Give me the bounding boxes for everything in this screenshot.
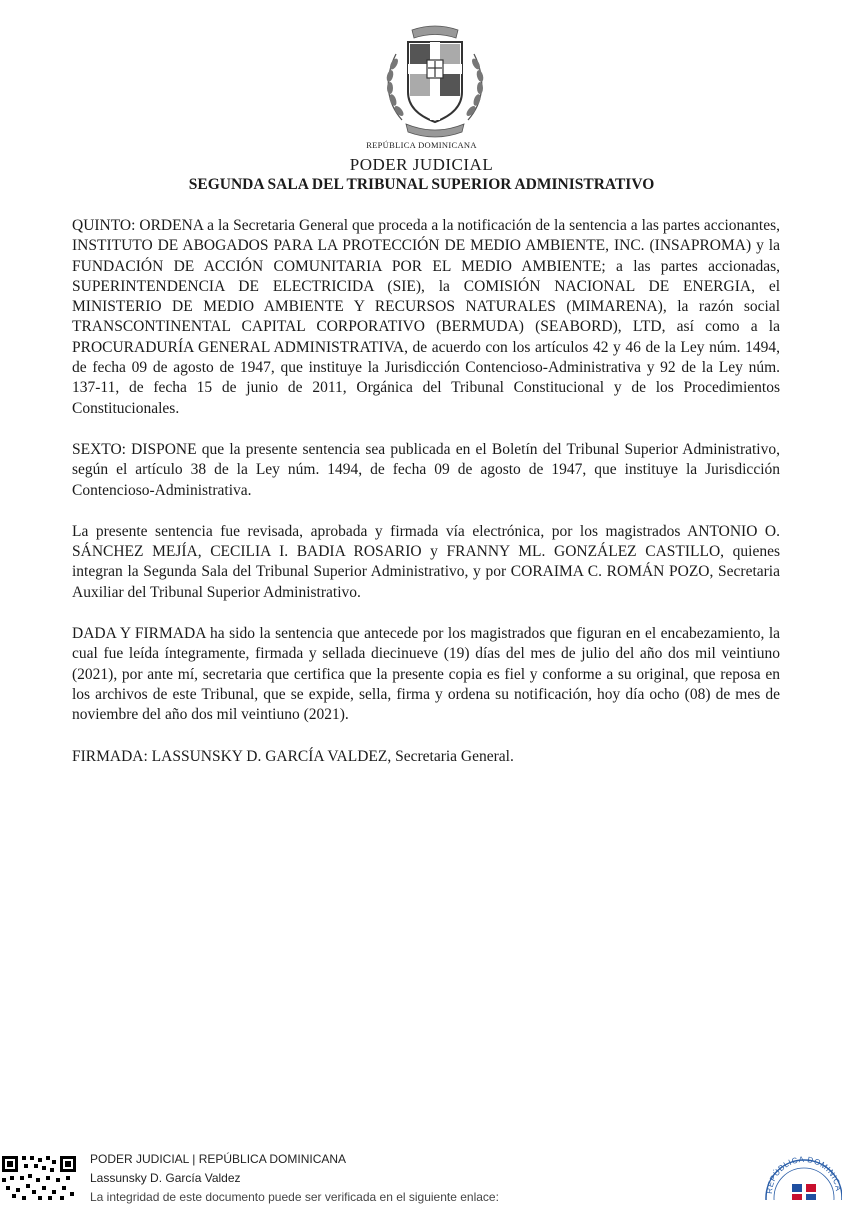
document-body (72, 216, 780, 767)
dada-lead: DADA Y FIRMADA (72, 625, 206, 643)
paragraph-revisada: La presente sentencia fue revisada, aprobada y firmada vía electrónica, por los magistrados ANTONIO O. SÁNCHEZ MEJÍA, CECILIA I. BADIA ROSARIO y FRANNY ML. GONZÁLEZ CASTILLO, quienes integran la Segunda Sala del Tribunal Superior Administrativo, y por CORAIMA C. ROMÁN POZO, Secretaria Auxiliar del Tribunal Superior Administrativo. (72, 522, 780, 601)
dada-rest: ha sido la sentencia que antecede por los magistrados que figuran en el encabezamiento, la cual fue leída íntegramente, firmada y sellada diecinueve (19) días del mes de julio del año dos mil veintiuno (2021), por ante mí, secretaria que certifica que la presente copia es fiel y conforme a su original, que reposa en los archivos de este Tribunal, que se expide, sella, firma y ordena su notificación, hoy día ocho (08) de mes de noviembre del año dos mil veintiuno (2021). (72, 625, 781, 724)
coat-of-arms-emblem (372, 20, 498, 140)
seal-text: REPÚBLICA DOMINICA (764, 1154, 842, 1195)
header-poder-judicial: PODER JUDICIAL (349, 155, 494, 174)
paragraph-dada-y-firmada (72, 624, 780, 725)
footer-line-signer: Lassunsky D. García Valdez (90, 1171, 241, 1185)
footer-line-poder: PODER JUDICIAL | REPÚBLICA DOMINICANA (90, 1152, 347, 1166)
footer-text (90, 1150, 690, 1207)
paragraph-firmada: FIRMADA: LASSUNSKY D. GARCÍA VALDEZ, Secretaria General. (72, 747, 514, 765)
paragraph-quinto: QUINTO: ORDENA a la Secretaria General que proceda a la notificación de la sentencia a las partes accionantes, INSTITUTO DE ABOGADOS PARA LA PROTECCIÓN DE MEDIO AMBIENTE, INC. (INSAPROMA) y la FUNDACIÓN DE ACCIÓN COMUNITARIA POR EL MEDIO AMBIENTE; a las partes accionadas, SUPERINTENDENCIA DE ELECTRICIDA (SIE), la COMISIÓN NACIONAL DE ENERGIA, el MINISTERIO DE MEDIO AMBIENTE Y RECURSOS NATURALES (MIMARENA), la razón social TRANSCONTINENTAL CAPITAL CORPORATIVO (BERMUDA) (SEABORD), LTD, así como a la PROCURADURÍA GENERAL ADMINISTRATIVA, de acuerdo con los artículos 42 y 46 de la Ley núm. 1494, de fecha 09 de agosto de 1947, que instituye la Jurisdicción Contencioso-Administrativa y 92 de la Ley núm. 137-11, de fecha 15 de junio de 2011, Orgánica del Tribunal Constitucional y de los Procedimientos Constitucionales. (72, 217, 780, 417)
paragraph-sexto: SEXTO: DISPONE que la presente sentencia sea publicada en el Boletín del Tribunal Superior Administrativo, según el artículo 38 de la Ley núm. 1494, de fecha 09 de agosto de 1947, que instituye la Jurisdicción Contencioso-Administrativa. (72, 440, 780, 499)
republica-seal-icon (762, 1150, 842, 1200)
header-republica: REPÚBLICA DOMINICANA (366, 140, 477, 150)
footer (0, 1142, 843, 1204)
footer-line-verification: La integridad de este documento puede ser verificada en el siguiente enlace: (90, 1190, 499, 1204)
header-segunda-sala: SEGUNDA SALA DEL TRIBUNAL SUPERIOR ADMINISTRATIVO (188, 176, 655, 193)
qr-code-icon[interactable] (2, 1150, 76, 1200)
